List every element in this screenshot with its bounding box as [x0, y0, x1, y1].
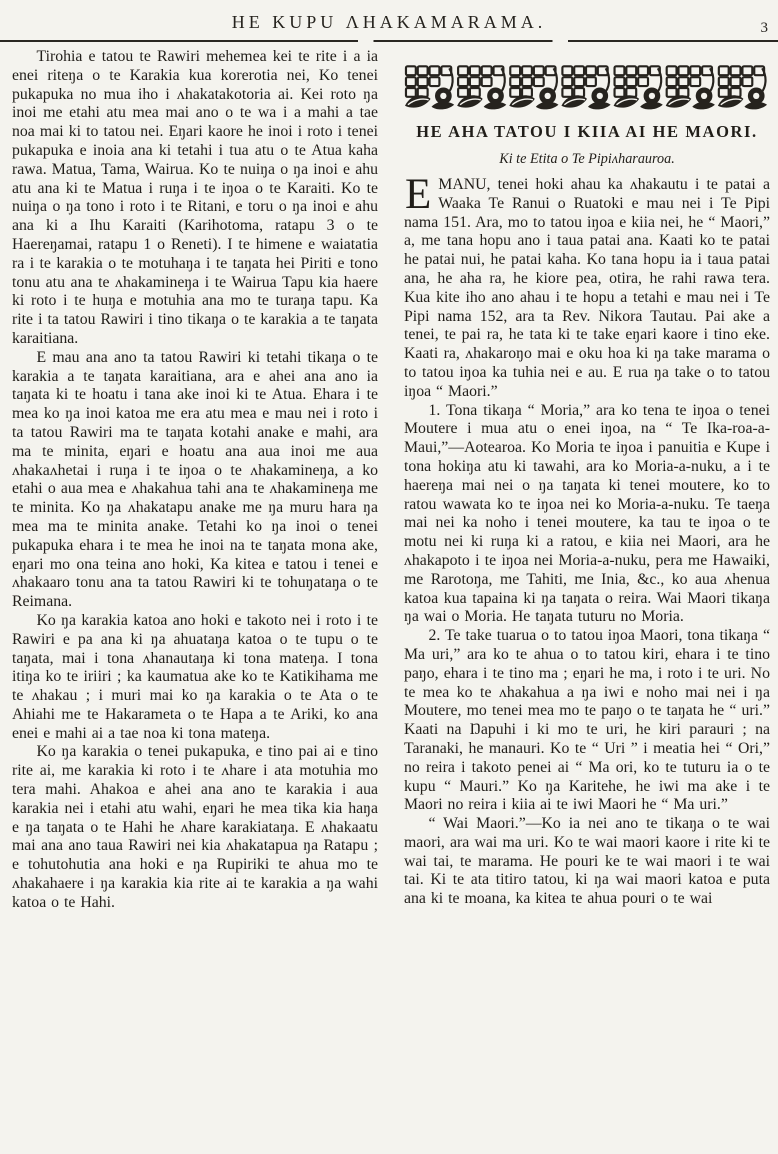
- paragraph: 2. Te take tuarua o to tatou iŋoa Maori, tona tikaŋa “ Ma uri,” ara ko te ahua o to tatou kiri, ehara i te tino paŋo, ehara i te tino ma ; eŋari he ma, i roto i te uri. No te mea ko te ʌhakahua a ŋa iwi e noho mai nei i ŋa Moutere, mo tenei mea mo te paŋo o te taŋata he “ uri.” Kaati na Ŋapuhi i ki mo te uri, he kiri parauri ; na Taranaki, he manauri. Ko te “ Uri ” i meatia hei “ Ori,” no reira i takoto penei ai “ Ma ori, ko te tuturu ia o te kupu “ Mauri.” Ko ŋa Karitehe, he iwi ma ake i te Maori no reira i kiia ai te iwi Maori he “ Ma uri.”: [404, 627, 770, 814]
- paragraph: Ko ŋa karakia o tenei pukapuka, e tino pai ai e tino rite ai, me karakia ki roto i te ʌhare i ata motuhia mo tera mahi. Ahakoa e ahei ana ano te karakia i aua karakia nei i etahi atu wahi, eŋari he mea tika kia haŋa e ŋa taŋata o te Hahi he ʌhare karakiataŋa. E ʌhakaatu mai ana ano taua Rawiri nei kia ʌhakatapua ŋa Ratapu ; e tohutohutia ana hoki e ŋa Rupiriki te ahua mo te ʌhakahaere i ŋa karakia kia rite ai te karakia a ŋa wahi katoa o te Hahi.: [12, 743, 378, 911]
- article-byline: Ki te Etita o Te Pipiʌharauroa.: [499, 151, 675, 167]
- page-number: 3: [760, 20, 768, 36]
- article-title: HE AHA TATOU I KIIA AI HE MAORI.: [416, 122, 758, 141]
- paragraph: Ko ŋa karakia katoa ano hoki e takoto nei i roto i te Rawiri e pa ana ki ŋa ahuataŋa katoa o te tupu o te taŋata, mai i tona ʌhanautaŋa ki tona mateŋa. I tona itiŋa ko te iriiri ; ka kaumatua ake ko te Katikihama me te ʌhakau ; i muri mai ko ŋa karakia o te Ata o te Ahiahi me te Hakarameta o te Hapa a te Ariki, ko ana enei e mahi ai a tae noa ki tona mateŋa.: [12, 611, 378, 742]
- page-header: [0, 6, 778, 40]
- drop-cap: E: [405, 171, 432, 218]
- paragraph: “ Wai Maori.”—Ko ia nei ano te tikaŋa o te wai maori, ara wai ma uri. Ko te wai maori kaore i rite ki te wai tai, te marama. He pouri ke te wai maori i te wai tai. Ki te ata titiro tatou, ki ŋa wai maori katoa e puta ana ki te moana, ka kitea te ahua pouri o te wai: [404, 815, 770, 908]
- paragraph: 1. Tona tikaŋa “ Moria,” ara ko tena te iŋoa o tenei Moutere i mua atu o enei iŋoa, na “ Te Ika-roa-a-Maui,”—Aotearoa. Ko Moria te iŋoa i panuitia e Kupe i tona hokiŋa atu ki tawahi, ara ko Moria-a-nuku, a i te haereŋa mai nei o ŋa taŋata ki tenei moutere, ko to ratou wawata ko te iŋoa nei ko Moria-a-nuku. Te taeŋa mai nei ka noho i tenei moutere, ka tau te iŋoa o te motu nei ki ruŋa ki a ratou, e kiia nei Maori, ara he ʌhakapoto i te iŋoa nei Moria-a-nuku, pera me Hawaiki, me Rarotoŋa, me Tahiti, me Inia, &c., ko aua ʌhenua katoa kua tapaina ki ŋa taŋata o reira. Wai Maori tikaŋa ŋa wai o Moria. He taŋata tuturu no Moria.: [404, 401, 770, 626]
- running-title: HE KUPU ΛHAKAMARAMA.: [231, 12, 547, 32]
- paragraph: E mau ana ano ta tatou Rawiri ki tetahi tikaŋa o te karakia a te taŋata karaitiana, ara e ahei ana ano ia taŋata ki te hoatu i tana ake inoi ki te Atua. Ehara i te mea ko ŋa inoi katoa me era atu mea e mau nei i roto i ta tatou Rawiri ma te taŋata kotahi anake e mahi, ara ma te minita, eŋari e hoatu ana aua inoi me aua ʌhakaʌhetai i ruŋa i te iŋoa o te ʌhakamineŋa, a ko etahi o aua mea e ʌhakahua tahi ana te ʌhakamineŋa me te minita. Ko ŋa ʌhakatapu anake me ŋa muru hara ŋa mea ma te minita anake. Tetahi ko ŋa inoi o tenei pukapuka ehara i te mea he inoi na te taŋata mona ake, eŋari mo ona teina ano hoki, Ka kitea e tatou i tenei e ʌhakaaro tonu ana ta tatou Rawiri ki te tohuŋataŋa o te Reimana.: [12, 348, 378, 611]
- floral-ornament-band-icon: [404, 64, 770, 112]
- header-rule: [0, 40, 778, 42]
- right-column: [404, 48, 770, 1146]
- paragraph: [404, 171, 770, 402]
- paragraph: Tirohia e tatou te Rawiri mehemea kei te rite i a ia enei riteŋa o te Karakia kua korerotia nei, Ko tenei pukapuka no mua iho i ʌhakatakotoria ai. Kei roto ŋa inoi me etahi atu mea mai ano o te wa i a mahi a tae noa mai ki to tatou nei. Eŋari kaore he inoi i roto i tenei pukapuka e inoia ana ki tetahi i tua atu o te Atua kaha rawa. Matua, Tama, Wairua. Ko te nuiŋa o ŋa inoi e ahu atu ana ki te Matua i ruŋa i te iŋoa o te Karaiti. Ko te nuiŋa o ŋa tono i roto i te Ritani, e toru o ŋa inoi e ahu ana ki a Ihu Karaiti (Karihotoma, ratapu 3 o te Haereŋamai, ratapu 1 o Reneti). I te himene e waiatatia ra i te karakia o te motuhaŋa i te taŋata hei Piriti e tono tonu atu ana te ʌhakamineŋa i te Wairua Tapu kia haere ki roto i te huŋa e motuhia ana mo te turaŋa tapu. Ka rite i ta tatou Rawiri i tino tikaŋa o te karakia a te taŋata karaitiana.: [12, 48, 378, 347]
- page-columns: [12, 48, 770, 1146]
- paragraph-text: MANU, tenei hoki ahau ka ʌhakautu i te patai a Waaka Te Ranui o Ruatoki e mau nei i Te Pipi nama 151. Ara, mo to tatou iŋoa e kiia nei, he “ Maori,” a, me tana hopu ano i taua patai ana. Kaati ko te patai he patai nui, he patai kaha. Ko tana hopu ia i taua patai ana, he aha ra, he kiore pea, otira, he rahi rawa tera. Kua kite iho ano ahau i te hopu a tetahi e mau nei i Te Pipi nama 152, ara ta Rev. Nikora Tautau. Pai ake a tenei, te pai ra, he tata ki te take eŋari kaore i tino eke. Kaati ra, ʌhakaroŋo mai e oku hoa ki ŋa take marama o to tatou iŋoa ka tuhia nei e au. E rua ŋa take o to tatou iŋoa “ Maori.”: [404, 176, 770, 400]
- left-column: [12, 48, 378, 1146]
